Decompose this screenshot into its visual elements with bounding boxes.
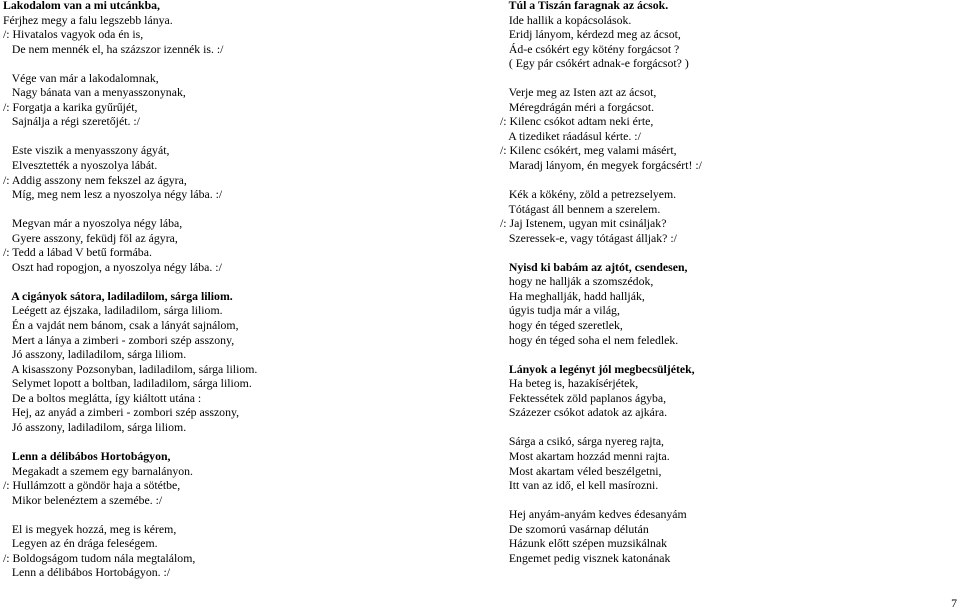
page-number: 7 bbox=[951, 596, 957, 610]
verse-line: hogy ne hallják a szomszédok, bbox=[500, 274, 654, 289]
verse-line: Kék a kökény, zöld a petrezselyem. bbox=[500, 187, 677, 202]
verse-line: Fektessétek zöld paplanos ágyba, bbox=[500, 390, 667, 405]
song-title-line: Nyisd ki babám az ajtót, csendesen, bbox=[500, 259, 688, 274]
blank-line bbox=[3, 202, 473, 217]
blank-line bbox=[3, 507, 473, 522]
verse-line: Méregdrágán méri a forgácsot. bbox=[500, 99, 655, 114]
verse-line: Gyere asszony, feküdj föl az ágyra, bbox=[3, 230, 178, 245]
song-title-line: Lenn a délibábos Hortobágyon, bbox=[3, 448, 171, 463]
blank-line bbox=[3, 129, 473, 144]
verse-line: Jó asszony, ladiladilom, sárga liliom. bbox=[3, 347, 187, 362]
blank-line bbox=[500, 347, 940, 362]
verse-line: Nagy bánata van a menyasszonynak, bbox=[3, 85, 186, 100]
verse-line: Jó asszony, ladiladilom, sárga liliom. bbox=[3, 419, 187, 434]
verse-line: Hej, az anyád a zimberi - zombori szép asszony, bbox=[3, 405, 240, 420]
verse-line: Most akartam hozzád menni rajta. bbox=[500, 448, 670, 463]
song-title-line: Túl a Tiszán faragnak az ácsok. bbox=[500, 0, 669, 12]
verse-line: Szeressek-e, vagy tótágast álljak? :/ bbox=[500, 230, 677, 245]
blank-line bbox=[500, 71, 940, 86]
verse-line: Ha beteg is, hazakísérjétek, bbox=[500, 376, 639, 391]
verse-line: Elvesztették a nyoszolya lábát. bbox=[3, 158, 158, 173]
verse-line: Most akartam véled beszélgetni, bbox=[500, 463, 662, 478]
verse-line: Verje meg az Isten azt az ácsot, bbox=[500, 85, 657, 100]
verse-line: Tótágast áll bennem a szerelem. bbox=[500, 201, 661, 216]
verse-line: /: Jaj Istenem, ugyan mit csináljak? bbox=[500, 216, 667, 231]
verse-line: /: Forgatja a karika gyűrűjét, bbox=[3, 99, 138, 114]
verse-line: hogy én téged szeretlek, bbox=[500, 318, 623, 333]
left-column bbox=[3, 0, 473, 580]
verse-line: Mert a lánya a zimberi - zombori szép asszony, bbox=[3, 332, 235, 347]
blank-line bbox=[500, 173, 940, 188]
right-column bbox=[500, 0, 940, 565]
blank-line bbox=[3, 434, 473, 449]
verse-line: Vége van már a lakodalomnak, bbox=[3, 70, 159, 85]
verse-line: /: Boldogságom tudom nála megtalálom, bbox=[3, 550, 196, 565]
verse-line: Megvan már a nyoszolya négy lába, bbox=[3, 216, 183, 231]
song-title-line: Lányok a legényt jól megbecsüljétek, bbox=[500, 361, 695, 376]
verse-line: /: Hullámzott a göndör haja a sötétbe, bbox=[3, 478, 181, 493]
verse-line: Sajnálja a régi szeretőjét. :/ bbox=[3, 114, 140, 129]
verse-line: Sárga a csikó, sárga nyereg rajta, bbox=[500, 434, 665, 449]
verse-line: Ide hallik a kopácsolások. bbox=[500, 12, 632, 27]
blank-line bbox=[3, 56, 473, 71]
blank-line bbox=[3, 274, 473, 289]
verse-line: Százezer csókot adatok az ajkára. bbox=[500, 405, 668, 420]
song-title-line: A cigányok sátora, ladiladilom, sárga liliom. bbox=[3, 288, 233, 303]
verse-line: /: Kilenc csókért, meg valami másért, bbox=[500, 143, 677, 158]
verse-line: A kisasszony Pozsonyban, ladiladilom, sárga liliom. bbox=[3, 361, 258, 376]
verse-line: A tizediket ráadásul kérte. :/ bbox=[500, 128, 641, 143]
verse-line: Itt van az idő, el kell masírozni. bbox=[500, 478, 659, 493]
verse-line: Eridj lányom, kérdezd meg az ácsot, bbox=[500, 27, 681, 42]
verse-line: Selymet lopott a boltban, ladiladilom, sárga liliom. bbox=[3, 376, 252, 391]
verse-line: Leégett az éjszaka, ladiladilom, sárga liliom. bbox=[3, 303, 223, 318]
verse-line: Hej anyám-anyám kedves édesanyám bbox=[500, 507, 687, 522]
verse-line: De szomorú vasárnap délután bbox=[500, 521, 649, 536]
verse-line: /: Hivatalos vagyok oda én is, bbox=[3, 27, 144, 42]
verse-line: hogy én téged soha el nem feledlek. bbox=[500, 332, 679, 347]
verse-line: Férjhez megy a falu legszebb lánya. bbox=[3, 12, 173, 27]
verse-line: /: Kilenc csókot adtam neki érte, bbox=[500, 114, 654, 129]
verse-line: Engemet pedig visznek katonának bbox=[500, 550, 671, 565]
verse-line: Házunk előtt szépen muzsikálnak bbox=[500, 536, 668, 551]
verse-line: Legyen az én drága feleségem. bbox=[3, 536, 158, 551]
blank-line bbox=[500, 245, 940, 260]
verse-line: De a boltos meglátta, így kiáltott utána : bbox=[3, 390, 202, 405]
blank-line bbox=[500, 493, 940, 508]
verse-line: Oszt had ropogjon, a nyoszolya négy lába. :/ bbox=[3, 259, 222, 274]
verse-line: /: Addig asszony nem fekszel az ágyra, bbox=[3, 172, 187, 187]
verse-line: Ha meghallják, hadd hallják, bbox=[500, 288, 645, 303]
blank-line bbox=[500, 420, 940, 435]
verse-line: Ád-e csókért egy kötény forgácsot ? bbox=[500, 41, 680, 56]
verse-line: De nem mennék el, ha százszor izennék is. :/ bbox=[3, 41, 224, 56]
verse-line: /: Tedd a lábad V betű formába. bbox=[3, 245, 152, 260]
verse-line: El is megyek hozzá, meg is kérem, bbox=[3, 521, 177, 536]
verse-line: Lenn a délibábos Hortobágyon. :/ bbox=[3, 565, 171, 580]
verse-line: Megakadt a szemem egy barnalányon. bbox=[3, 463, 193, 478]
verse-line: Este viszik a menyasszony ágyát, bbox=[3, 143, 170, 158]
verse-line: Míg, meg nem lesz a nyoszolya négy lába. :/ bbox=[3, 187, 223, 202]
song-title-line: Lakodalom van a mi utcánkba, bbox=[3, 0, 160, 12]
verse-line: Én a vajdát nem bánom, csak a lányát sajnálom, bbox=[3, 318, 239, 333]
verse-line: Mikor belenéztem a szemébe. :/ bbox=[3, 492, 163, 507]
verse-line: ( Egy pár csókért adnak-e forgácsot? ) bbox=[500, 56, 689, 71]
verse-line: úgyis tudja már a világ, bbox=[500, 303, 620, 318]
verse-line: Maradj lányom, én megyek forgácsért! :/ bbox=[500, 158, 702, 173]
